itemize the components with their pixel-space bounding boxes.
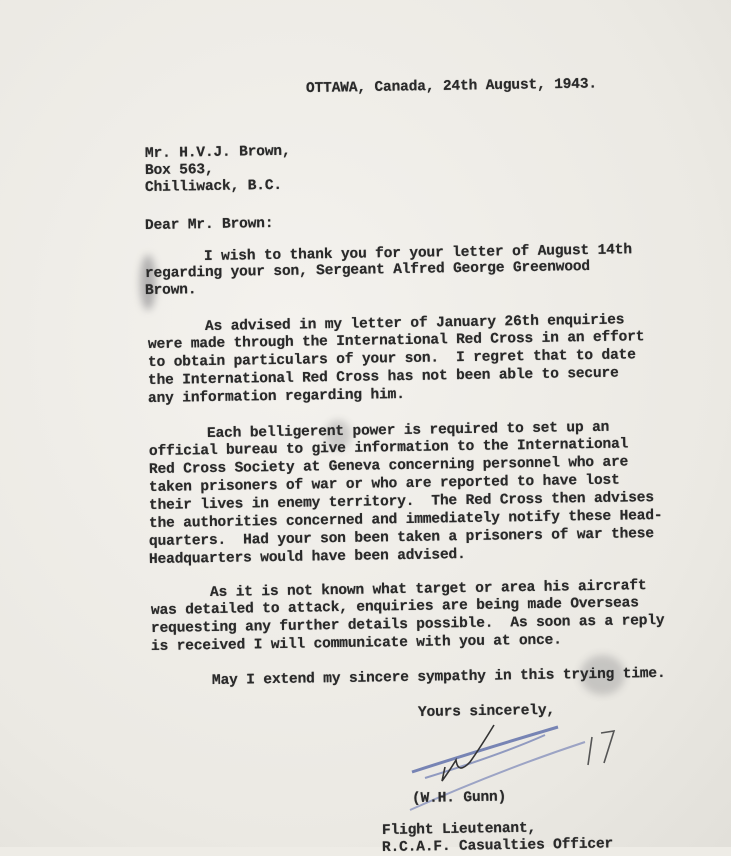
signatory-name: (W.H. Gunn) — [411, 789, 507, 807]
body-line: Headquarters would have been advised. — [148, 547, 466, 568]
body-line: any information regarding him. — [147, 386, 405, 407]
body-line: were made through the International Red Cross in an effort — [147, 329, 645, 353]
body-line: Each belligerent power is required to set up an — [206, 419, 610, 442]
body-line: May I extend my sincere sympathy in this trying time. — [211, 665, 666, 689]
closing: Yours sincerely, — [417, 702, 556, 721]
body-line: As it is not known what target or area his aircraft — [209, 578, 647, 601]
body-line: to obtain particulars of your son. I regret that to date — [147, 347, 636, 371]
body-line: taken prisoners of war or who are reported to have lost — [148, 472, 620, 496]
body-line: regarding your son, Sergeant Alfred George Greenwood — [144, 259, 591, 282]
signatory-office: R.C.A.F. Casualties Officer — [381, 836, 614, 856]
body-line: the International Red Cross has not been able to secure — [147, 365, 619, 389]
body-line: I wish to thank you for your letter of August 14th — [203, 242, 632, 265]
address-line: Box 563, — [144, 161, 214, 179]
address-line: Mr. H.V.J. Brown, — [144, 143, 291, 162]
body-line: Red Cross Society at Geneva concerning personnel who are — [148, 454, 629, 478]
body-line: official bureau to give information to the International — [148, 436, 629, 460]
salutation: Dear Mr. Brown: — [144, 215, 274, 234]
body-line: Brown. — [144, 282, 197, 299]
body-line: requesting any further details possible. As soon as a reply — [150, 612, 665, 637]
body-line: is received I will communicate with you at once. — [150, 632, 562, 655]
body-line: their lives in enemy territory. The Red Cross then advises — [148, 490, 654, 514]
body-line: the authorities concerned and immediately notify these Head- — [148, 507, 663, 532]
dateline: OTTAWA, Canada, 24th August, 1943. — [305, 76, 598, 97]
body-line: quarters. Had your son been taken a prisoners of war these — [148, 526, 654, 550]
body-line: was detailed to attack, enquiries are being made Overseas — [150, 595, 639, 619]
address-line: Chilliwack, B.C. — [144, 177, 283, 196]
body-line: As advised in my letter of January 26th enquiries — [204, 312, 625, 335]
signatory-rank: Flight Lieutenant, — [381, 820, 537, 839]
